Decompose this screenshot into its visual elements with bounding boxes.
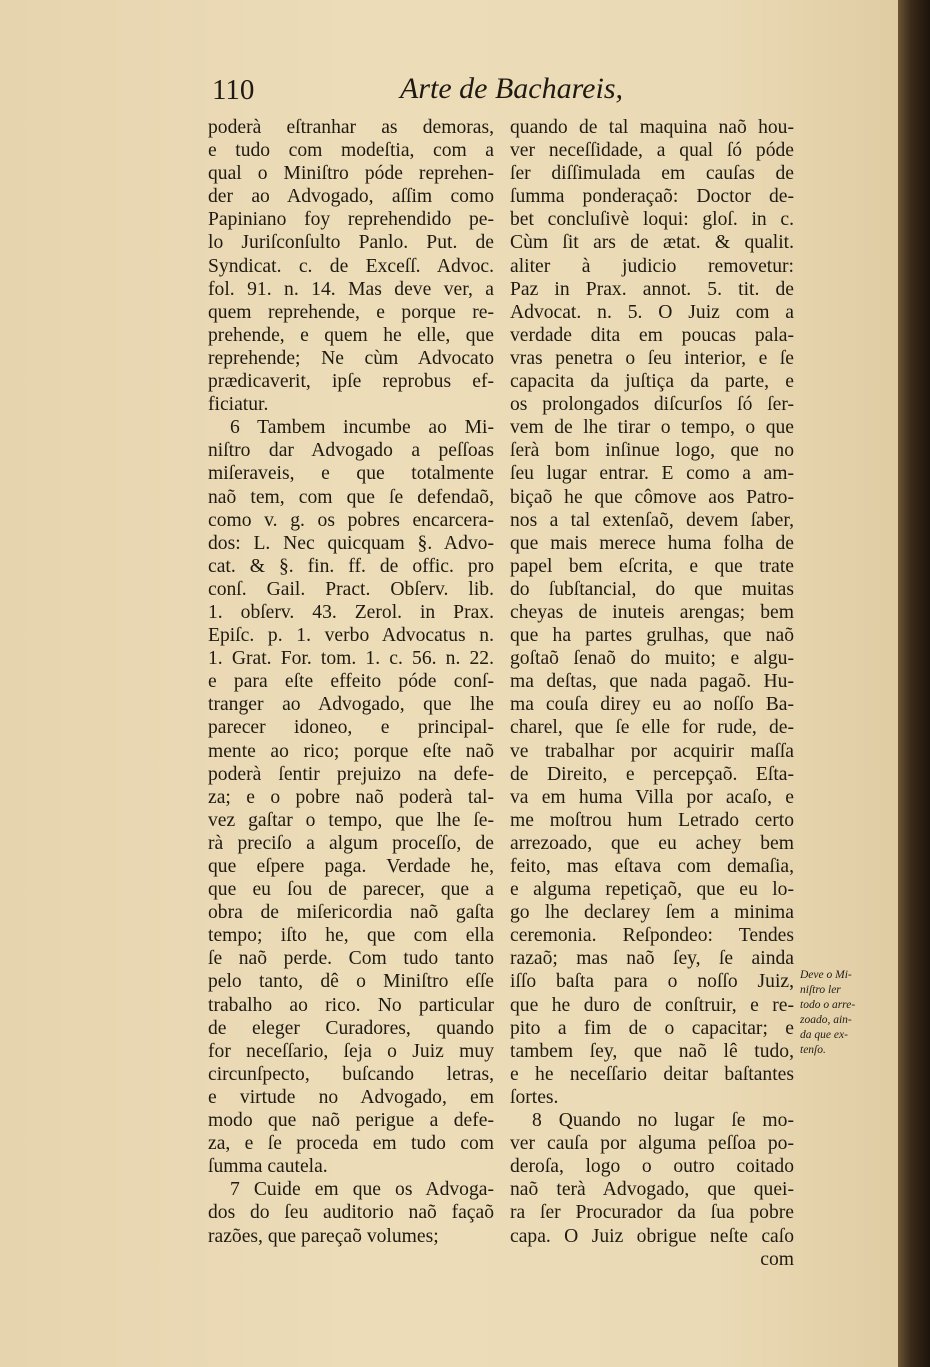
- text-line: circunſpecto, buſcando letras,: [208, 1063, 494, 1085]
- text-line: za, e ſe proceda em tudo com: [208, 1133, 494, 1155]
- text-line: e para eſte effeito póde conſ-: [208, 671, 494, 693]
- text-line: que ha partes grulhas, que naõ: [510, 625, 794, 647]
- text-line: poderà eſtranhar as demoras,: [208, 117, 494, 138]
- text-line: feito, mas eſtava com demaſia,: [510, 856, 794, 877]
- text-line: do ſubſtancial, do que muitas: [510, 578, 794, 600]
- text-line: quando de tal maquina naõ hou-: [510, 117, 794, 138]
- text-line: go lhe declarey ſem a minima: [510, 902, 794, 924]
- text-line: ſerà bom inſinue logo, que no: [510, 440, 794, 462]
- text-line: capa. O Juiz obrigue neſte caſo: [510, 1225, 794, 1247]
- page-number: 110: [212, 74, 255, 106]
- text-line: razaõ; mas naõ ſey, ſe ainda: [510, 948, 794, 970]
- text-line: qual o Miniſtro póde reprehen-: [208, 163, 494, 185]
- text-line: va em huma Villa por acaſo, e: [510, 786, 794, 808]
- text-line: verdade dita em poucas pala-: [510, 324, 794, 346]
- text-line: papel bem eſcrita, e que trate: [510, 555, 794, 577]
- text-line: prehende, e quem he elle, que: [208, 324, 494, 346]
- text-line: de eleger Curadores, quando: [208, 1017, 494, 1039]
- text-line: Paz in Prax. annot. 5. tit. de: [510, 278, 794, 300]
- text-line: nos a tal extenſaõ, devem ſaber,: [510, 509, 794, 531]
- text-line: obra de miſericordia naõ gaſta: [208, 902, 494, 924]
- right-text-column: [510, 116, 794, 1271]
- marginal-note-line: todo o arre-: [800, 999, 856, 1011]
- text-line: ſumma cautela.: [208, 1156, 328, 1178]
- text-line: naõ terà Advogado, que quei-: [510, 1179, 794, 1201]
- text-line: vras penetra o ſeu interior, e ſe: [510, 347, 794, 369]
- text-line: ve trabalhar por acquirir maſſa: [510, 740, 794, 762]
- text-line: capacita da juſtiça da parte, e: [510, 371, 794, 393]
- text-line: que mais merece huma folha de: [510, 532, 794, 554]
- text-line: pelo tanto, dê o Miniſtro eſſe: [208, 971, 494, 993]
- text-line: ma deſtas, que nada pagaõ. Hu-: [510, 671, 794, 693]
- text-line: me moſtrou hum Letrado certo: [510, 809, 794, 831]
- page-header: [0, 72, 898, 112]
- marginal-note-line: zoado, ain-: [800, 1014, 852, 1026]
- text-line: trabalho ao rico. No particular: [208, 994, 494, 1016]
- text-line: com: [760, 1248, 794, 1270]
- marginal-note: [800, 968, 876, 1058]
- text-line: e virtude no Advogado, em: [208, 1086, 494, 1108]
- text-line: ſortes.: [510, 1086, 559, 1108]
- text-line: que eſpere paga. Verdade he,: [208, 856, 494, 877]
- text-line: deroſa, logo o outro coitado: [510, 1156, 794, 1178]
- text-line: lo Juriſconſulto Panlo. Put. de: [208, 232, 494, 254]
- marginal-note-line: da que ex-: [800, 1029, 848, 1041]
- marginal-note-line: tenſo.: [800, 1044, 826, 1056]
- text-line: 1. Grat. For. tom. 1. c. 56. n. 22.: [208, 648, 494, 670]
- text-line: charel, que ſe elle for rude, de-: [510, 717, 794, 739]
- text-line: ma couſa direy eu ao noſſo Ba-: [510, 694, 794, 716]
- text-line: que he duro de conſtruir, e re-: [510, 994, 794, 1016]
- text-line: ceremonia. Reſpondeo: Tendes: [510, 925, 794, 947]
- marginal-note-line: Deve o Mi-: [800, 969, 852, 981]
- text-line: Epiſc. p. 1. verbo Advocatus n.: [208, 625, 494, 647]
- text-line: 6 Tambem incumbe ao Mi-: [230, 417, 494, 439]
- text-line: Advocat. n. 5. O Juiz com a: [510, 301, 794, 323]
- text-line: Cùm ſit ars de ætat. & qualit.: [510, 232, 794, 254]
- text-line: arrezoado, que eu achey bem: [510, 832, 794, 854]
- text-line: e he neceſſario deitar baſtantes: [510, 1063, 794, 1085]
- text-line: rà preciſo a algum proceſſo, de: [208, 832, 494, 854]
- text-line: fol. 91. n. 14. Mas deve ver, a: [208, 278, 494, 300]
- text-line: ver neceſſidade, a qual ſó póde: [510, 140, 794, 162]
- text-line: ra ſer Procurador da ſua pobre: [510, 1202, 794, 1224]
- text-line: vem de lhe tirar o tempo, o que: [510, 417, 794, 439]
- text-line: niſtro dar Advogado a peſſoas: [208, 440, 494, 462]
- book-gutter-shadow: [898, 0, 930, 1367]
- text-line: cat. & §. fin. ff. de offic. pro: [208, 555, 494, 577]
- text-line: tranger ao Advogado, que lhe: [208, 694, 494, 716]
- text-line: ſe naõ perde. Com tudo tanto: [208, 948, 494, 970]
- text-line: 7 Cuide em que os Advoga-: [230, 1179, 494, 1201]
- text-line: Papiniano foy reprehendido pe-: [208, 209, 494, 231]
- text-line: goſtaõ ſenaõ do muito; e algu-: [510, 648, 794, 670]
- text-line: prædicaverit, ipſe reprobus ef-: [208, 371, 494, 393]
- text-line: 1. obſerv. 43. Zerol. in Prax.: [208, 601, 494, 623]
- text-line: vez gaſtar o tempo, que lhe ſe-: [208, 809, 494, 831]
- text-line: ver cauſa por alguma peſſoa po-: [510, 1133, 794, 1155]
- text-line: 8 Quando no lugar ſe mo-: [532, 1110, 794, 1132]
- text-line: parecer idoneo, e principal-: [208, 717, 494, 739]
- text-line: der ao Advogado, aſſim como: [208, 186, 494, 208]
- text-line: pito a fim de o capacitar; e: [510, 1017, 794, 1039]
- text-line: Syndicat. c. de Exceſſ. Advoc.: [208, 255, 494, 277]
- text-line: ſer diſſimulada em cauſas de: [510, 163, 794, 185]
- text-line: como v. g. os pobres encarcera-: [208, 509, 494, 531]
- marginal-note-line: niſtro ler: [800, 984, 841, 996]
- text-line: aliter à judicio removetur:: [510, 255, 794, 277]
- text-line: dos do ſeu auditorio naõ façaõ: [208, 1202, 494, 1224]
- text-line: modo que naõ perigue a defe-: [208, 1110, 494, 1132]
- text-line: e tudo com modeſtia, com a: [208, 140, 494, 162]
- text-line: bet concluſivè loqui: gloſ. in c.: [510, 209, 794, 231]
- text-line: za; e o pobre naõ poderà tal-: [208, 786, 494, 808]
- text-line: ſumma ponderaçaõ: Doctor de-: [510, 186, 794, 208]
- text-line: tempo; iſto he, que com ella: [208, 925, 494, 947]
- text-line: quem reprehende, e porque re-: [208, 301, 494, 323]
- text-line: os prolongados diſcurſos ſó ſer-: [510, 394, 794, 416]
- left-text-column: [208, 116, 494, 1248]
- text-line: for neceſſario, ſeja o Juiz muy: [208, 1040, 494, 1062]
- text-line: conſ. Gail. Pract. Obſerv. lib.: [208, 578, 494, 600]
- running-title: Arte de Bachareis,: [400, 72, 623, 105]
- text-line: de Direito, e percepçaõ. Eſta-: [510, 763, 794, 785]
- text-line: cheyas de inuteis arengas; bem: [510, 601, 794, 623]
- text-line: poderà ſentir prejuizo na defe-: [208, 763, 494, 785]
- text-line: iſſo baſta para o noſſo Juiz,: [510, 971, 794, 993]
- text-line: ſeu lugar entrar. E como a am-: [510, 463, 794, 485]
- text-line: dos: L. Nec quicquam §. Advo-: [208, 532, 494, 554]
- text-line: tambem ſey, que naõ lê tudo,: [510, 1040, 794, 1062]
- text-line: naõ tem, com que ſe defendaõ,: [208, 486, 494, 508]
- text-line: reprehende; Ne cùm Advocato: [208, 347, 494, 369]
- text-line: miſeraveis, e que totalmente: [208, 463, 494, 485]
- text-line: e alguma repetiçaõ, que eu lo-: [510, 879, 794, 901]
- text-line: mente ao rico; porque eſte naõ: [208, 740, 494, 762]
- text-line: ficiatur.: [208, 394, 269, 416]
- text-line: que eu ſou de parecer, que a: [208, 879, 494, 901]
- text-line: biçaõ he que cômove aos Patro-: [510, 486, 794, 508]
- text-line: razões, que pareçaõ volumes;: [208, 1225, 439, 1247]
